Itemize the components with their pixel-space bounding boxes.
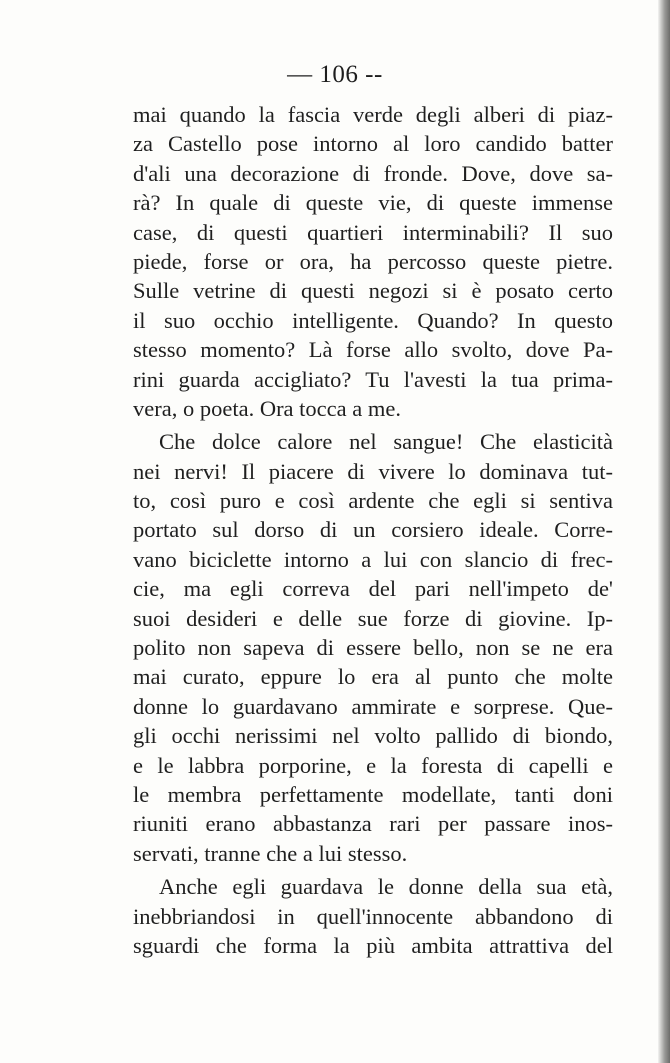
text-line: case, di questi quartieri interminabili? Il suo bbox=[133, 219, 613, 245]
paragraph bbox=[133, 100, 613, 423]
text-line: suoi desideri e delle sue forze di giovine. Ip- bbox=[133, 605, 613, 631]
text-line: polito non sapeva di essere bello, non se ne era bbox=[133, 635, 613, 661]
text-line: servati, tranne che a lui stesso. bbox=[133, 840, 408, 866]
text-line: rà? In quale di queste vie, di queste immense bbox=[133, 190, 613, 216]
body-text bbox=[133, 100, 613, 960]
text-line: mai curato, eppure lo era al punto che molte bbox=[133, 664, 613, 690]
paragraph bbox=[133, 872, 613, 960]
text-line: il suo occhio intelligente. Quando? In questo bbox=[133, 307, 613, 333]
text-line: Anche egli guardava le donne della sua età, bbox=[159, 874, 613, 900]
text-line: Che dolce calore nel sangue! Che elasticità bbox=[159, 429, 613, 455]
text-line: le membra perfettamente modellate, tanti doni bbox=[133, 781, 613, 807]
text-line: vano biciclette intorno a lui con slancio di frec- bbox=[133, 546, 613, 572]
text-line: vera, o poeta. Ora tocca a me. bbox=[133, 395, 401, 421]
text-line: donne lo guardavano ammirate e sorprese. Que- bbox=[133, 693, 613, 719]
text-line: mai quando la fascia verde degli alberi di piaz- bbox=[133, 102, 613, 127]
text-line: e le labbra porporine, e la foresta di capelli e bbox=[133, 752, 613, 778]
text-line: cie, ma egli correva del pari nell'impeto de' bbox=[133, 576, 613, 602]
page-edge-shadow bbox=[658, 0, 670, 1063]
text-line: d'ali una decorazione di fronde. Dove, dove sa- bbox=[133, 160, 613, 186]
text-line: za Castello pose intorno al loro candido batter bbox=[133, 131, 613, 157]
text-line: gli occhi nerissimi nel volto pallido di biondo, bbox=[133, 723, 613, 749]
text-line: inebbriandosi in quell'innocente abbandono di bbox=[133, 903, 613, 929]
text-line: nei nervi! Il piacere di vivere lo dominava tut- bbox=[133, 458, 613, 484]
paragraph bbox=[133, 427, 613, 868]
text-line: portato sul dorso di un corsiero ideale. Corre- bbox=[133, 517, 613, 543]
text-line: piede, forse or ora, ha percosso queste pietre. bbox=[133, 248, 613, 274]
text-line: Sulle vetrine di questi negozi si è posato certo bbox=[133, 278, 613, 304]
text-line: rini guarda accigliato? Tu l'avesti la tua prima- bbox=[133, 366, 613, 392]
text-line: riuniti erano abbastanza rari per passare inos- bbox=[133, 811, 613, 837]
page-number: — 106 -- bbox=[287, 61, 383, 88]
text-line: sguardi che forma la più ambita attrattiva del bbox=[133, 932, 613, 958]
text-line: to, così puro e così ardente che egli si sentiva bbox=[133, 488, 613, 514]
text-line: stesso momento? Là forse allo svolto, dove Pa- bbox=[133, 337, 613, 363]
